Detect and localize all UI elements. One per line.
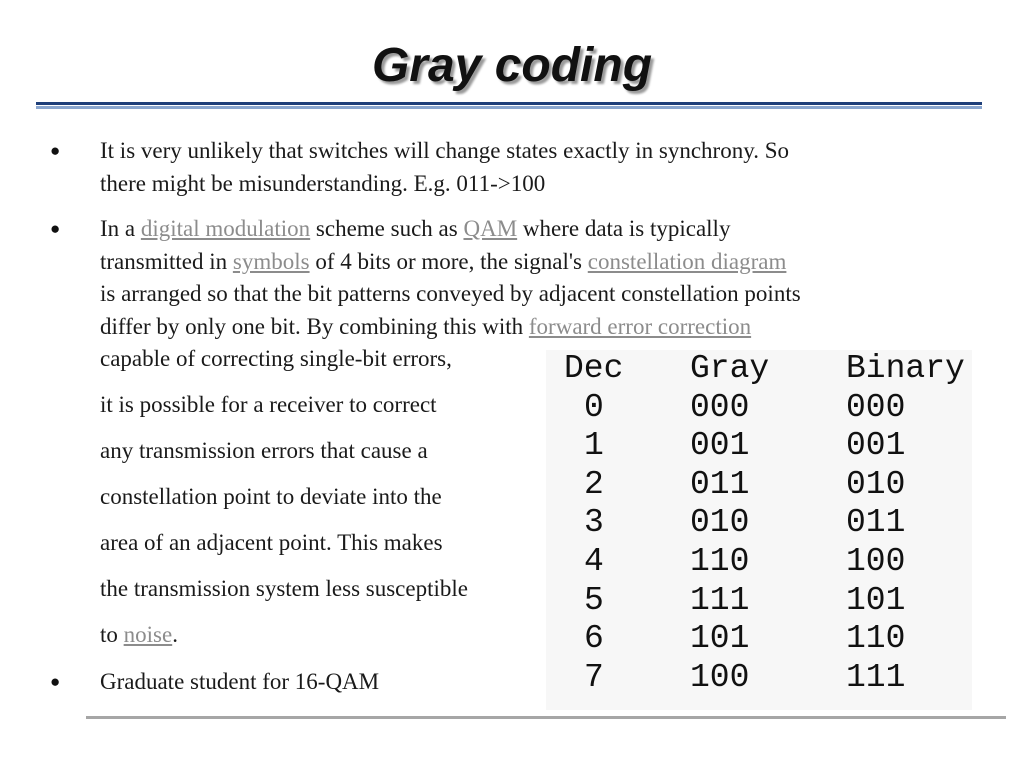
bullet-dot-3: ● xyxy=(50,672,61,691)
gray-code-table xyxy=(546,350,972,697)
cell-dec: 4 xyxy=(584,542,604,580)
bottom-rule xyxy=(86,716,1006,719)
cell-binary: 000 xyxy=(846,388,906,426)
link-digital-modulation[interactable]: digital modulation xyxy=(140,216,311,241)
text-segment: where data is typically xyxy=(517,216,731,241)
header-gray: Gray xyxy=(690,350,770,387)
cell-binary: 001 xyxy=(846,427,906,465)
cell-dec: 5 xyxy=(584,581,604,619)
text-segment: of 4 bits or more, the signal's xyxy=(309,248,588,274)
cell-dec: 1 xyxy=(584,427,604,465)
cell-dec: 2 xyxy=(584,465,604,503)
cell-gray: 001 xyxy=(690,427,750,465)
cell-gray: 111 xyxy=(690,581,750,619)
bullet-2-line-6: it is possible for a receiver to correct xyxy=(100,392,437,417)
link-constellation-diagram[interactable]: constellation diagram xyxy=(587,248,787,274)
cell-gray: 100 xyxy=(690,658,750,696)
cell-dec: 0 xyxy=(584,388,604,426)
text-segment: to xyxy=(100,622,124,647)
header-binary: Binary xyxy=(846,350,965,387)
cell-dec: 7 xyxy=(584,658,604,696)
bullet-2-line-10: the transmission system less susceptible xyxy=(100,576,468,601)
gray-code-table-panel xyxy=(546,350,972,710)
cell-dec: 3 xyxy=(584,504,604,542)
table-row xyxy=(546,543,972,582)
cell-dec: 6 xyxy=(584,620,604,658)
cell-gray: 000 xyxy=(690,388,750,426)
bullet-2-line-5: capable of correcting single-bit errors, xyxy=(100,346,452,371)
table-row xyxy=(546,427,972,466)
cell-binary: 111 xyxy=(846,658,906,696)
cell-gray: 011 xyxy=(690,465,750,503)
table-row xyxy=(546,504,972,543)
text-segment: scheme such as xyxy=(310,216,464,241)
bullet-2-line-7: any transmission errors that cause a xyxy=(100,438,428,463)
link-symbols[interactable]: symbols xyxy=(232,248,310,274)
link-noise[interactable]: noise xyxy=(123,622,173,647)
bullet-dot-2: ● xyxy=(50,219,61,238)
bullet-dot-1: ● xyxy=(50,141,61,160)
cell-binary: 011 xyxy=(846,504,906,542)
cell-binary: 100 xyxy=(846,542,906,580)
text-segment: . xyxy=(172,622,178,647)
bullet-2-line-4 xyxy=(100,311,801,344)
table-row xyxy=(546,620,972,659)
bullet-3-line-1: Graduate student for 16-QAM xyxy=(100,669,380,694)
cell-binary: 101 xyxy=(846,581,906,619)
text-segment: transmitted in xyxy=(100,248,233,274)
bullet-2-line-3: is arranged so that the bit patterns conveyed by adjacent constellation points xyxy=(100,281,801,306)
cell-binary: 010 xyxy=(846,465,906,503)
bullet-2-line-8: constellation point to deviate into the xyxy=(100,484,442,509)
cell-binary: 110 xyxy=(846,620,906,658)
bullet-1-line-1: It is very unlikely that switches will change states exactly in synchrony. So xyxy=(100,138,790,163)
bullet-2-line-1 xyxy=(100,213,801,246)
text-segment: In a xyxy=(100,216,141,241)
table-row xyxy=(546,389,972,428)
table-row xyxy=(546,582,972,621)
bullet-2-line-9: area of an adjacent point. This makes xyxy=(100,530,443,555)
table-header-row xyxy=(546,350,972,389)
table-row xyxy=(546,659,972,698)
header-dec: Dec xyxy=(564,350,624,387)
slide-title: Gray coding xyxy=(371,39,653,92)
cell-gray: 101 xyxy=(690,620,750,658)
title-underline xyxy=(36,102,982,110)
text-segment: differ by only one bit. By combining this with xyxy=(100,313,529,339)
bullet-text-1 xyxy=(100,135,789,200)
bullet-1-line-2: there might be misunderstanding. E.g. 011->100 xyxy=(100,170,546,196)
bullet-2-line-2 xyxy=(100,246,801,279)
link-qam[interactable]: QAM xyxy=(463,216,518,241)
cell-gray: 010 xyxy=(690,504,750,542)
bullet-text-3 xyxy=(100,666,379,699)
link-forward-error-correction[interactable]: forward error correction xyxy=(528,313,752,339)
table-row xyxy=(546,466,972,505)
cell-gray: 110 xyxy=(690,542,750,580)
